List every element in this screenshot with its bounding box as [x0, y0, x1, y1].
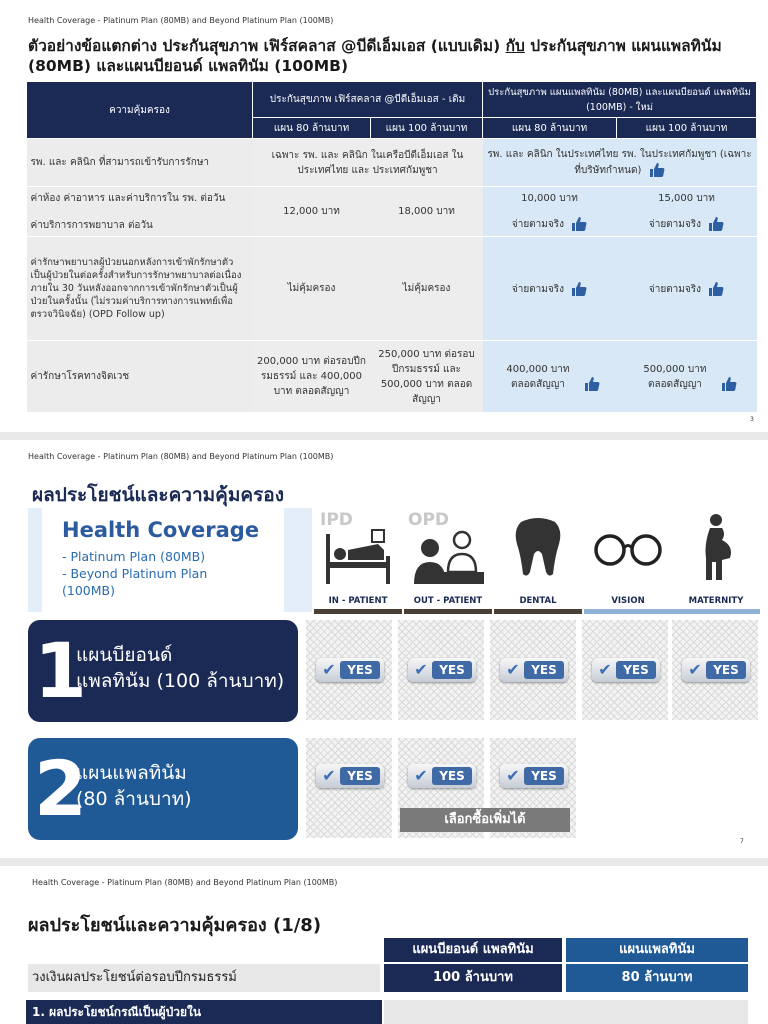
row-label-annual-limit: วงเงินผลประโยชน์ต่อรอบปีกรมธรรม์: [28, 964, 380, 992]
thumbs-up-icon: [708, 281, 724, 297]
col-header-beyond: แผนบียอนด์ แพลทินัม: [384, 938, 562, 962]
check-icon: ✔: [598, 660, 612, 679]
icon-label: MATERNITY: [688, 596, 744, 606]
thumbs-up-icon: [571, 216, 587, 232]
check-icon: ✔: [322, 766, 336, 785]
cell-new-100-room: 15,000 บาท จ่ายตามจริง: [617, 187, 757, 237]
tooth-icon: [513, 516, 563, 580]
icon-label: OUT - PATIENT: [413, 596, 483, 606]
coverage-dental: [494, 510, 582, 610]
title-part-2: ประกันสุขภาพ แผนแพลทินัม (80MB) และแผนบียอนด์ แพลทินัม (100MB): [28, 37, 722, 75]
sub-header-new-80: แผน 80 ล้านบาท: [483, 118, 617, 139]
coverage-maternity: [672, 510, 760, 610]
col-header-new: ประกันสุขภาพ แผนแพลทินัม (80MB) และแผนบียอนด์ แพลทินัม (100MB) - ใหม่: [483, 82, 757, 118]
page-title: [28, 36, 748, 76]
thumbs-up-icon: [571, 281, 587, 297]
yes-badge: ✔ YES: [682, 658, 750, 682]
coverage-outpatient: [404, 510, 492, 610]
slide-header: Health Coverage - Platinum Plan (80MB) and Beyond Platinum Plan (100MB): [28, 452, 334, 461]
plan-number: 1: [34, 626, 87, 715]
thumbs-up-icon: [708, 216, 724, 232]
yes-badge: ✔ YES: [316, 764, 384, 788]
check-icon: ✔: [506, 766, 520, 785]
check-icon: ✔: [322, 660, 336, 679]
plan-card-platinum: [28, 738, 298, 840]
plan-line-platinum: - Platinum Plan (80MB): [62, 549, 206, 564]
sub-header-new-100: แผน 100 ล้านบาท: [617, 118, 757, 139]
cell-plan1-dental: [490, 620, 576, 720]
cell-old-hospitals: เฉพาะ รพ. และ คลินิก ในเครือบีดีเอ็มเอส ในประเทศไทย และ ประเทศกัมพูชา: [253, 139, 483, 187]
cell-plan1-opd: [398, 620, 484, 720]
plan-name-line2: (80 ล้านบาท): [76, 788, 192, 810]
optional-purchase-label: เลือกซื้อเพิ่มได้: [400, 808, 570, 832]
plan-name-line1: แผนแพลทินัม: [76, 762, 187, 784]
yes-badge: ✔ YES: [592, 658, 660, 682]
yes-badge: ✔ YES: [316, 658, 384, 682]
value-platinum-limit: 80 ล้านบาท: [566, 964, 748, 992]
plan-name-line2: แพลทินัม (100 ล้านบาท): [76, 670, 285, 692]
slide-benefits: [0, 440, 768, 858]
opd-label: OPD: [408, 510, 450, 530]
cell-new-100-opd: จ่ายตามจริง: [617, 237, 757, 341]
page-title: ผลประโยชน์และความคุ้มครอง (1/8): [28, 915, 322, 936]
icon-label: VISION: [611, 596, 645, 606]
check-icon: ✔: [414, 660, 428, 679]
icon-label: DENTAL: [519, 596, 557, 606]
section-inpatient-header: 1. ผลประโยชน์กรณีเป็นผู้ป่วยใน: [26, 1000, 382, 1024]
cell-plan1-vision: [582, 620, 668, 720]
page-title: ผลประโยชน์และความคุ้มครอง: [32, 484, 284, 506]
thumbs-up-icon: [721, 376, 737, 392]
col-header-old: ประกันสุขภาพ เฟิร์สคลาส @บีดีเอ็มเอส - เดิม: [253, 82, 483, 118]
thumbs-up-icon: [584, 376, 600, 392]
cell-new-80-psych: 400,000 บาท ตลอดสัญญา: [483, 341, 617, 413]
yes-badge: ✔ YES: [408, 764, 476, 788]
row-label-psychiatric: ค่ารักษาโรคทางจิตเวช: [27, 341, 253, 413]
table-row: [27, 237, 757, 341]
eyeglasses-icon: [590, 528, 666, 568]
page-number: 7: [740, 838, 744, 845]
check-icon: ✔: [688, 660, 702, 679]
yes-badge: ✔ YES: [500, 764, 568, 788]
check-icon: ✔: [506, 660, 520, 679]
thumbs-up-icon: [649, 162, 665, 178]
cell-new-hospitals: รพ. และ คลินิก ในประเทศไทย รพ. ในประเทศกัมพูชา (เฉพาะที่บริษัทกำหนด): [483, 139, 757, 187]
row-label-opd-followup: ค่ารักษาพยาบาลผู้ป่วยนอกหลังการเข้าพักรักษาตัวเป็นผู้ป่วยในต่อครั้งสำหรับการรักษาพยาบาลต่อเนื่องภายใน 30 วันหลังออกจากการเข้าพักรักษาตัวเป็นผู้ป่วยในครั้งนั้น (ไม่รวมค่าบริการทางการแพทย์เพื่อตรวจวินิจฉัย) (OPD Follow up): [27, 237, 253, 341]
cell-new-80-room: 10,000 บาท จ่ายตามจริง: [483, 187, 617, 237]
cell-old-80-room: 12,000 บาท: [253, 187, 371, 237]
coverage-inpatient: [314, 510, 402, 610]
icon-label: IN - PATIENT: [328, 596, 388, 606]
cell-plan1-maternity: [672, 620, 758, 720]
value-beyond-limit: 100 ล้านบาท: [384, 964, 562, 992]
table-row: [27, 341, 757, 413]
slide-header: Health Coverage - Platinum Plan (80MB) and Beyond Platinum Plan (100MB): [32, 878, 338, 887]
row-label-hospitals: รพ. และ คลินิก ที่สามารถเข้ารับการรักษา: [27, 139, 253, 187]
slide-header: Health Coverage - Platinum Plan (80MB) and Beyond Platinum Plan (100MB): [28, 16, 334, 25]
health-coverage-title: Health Coverage: [62, 518, 260, 542]
slide-comparison: [0, 0, 768, 432]
slide-benefits-detail: [0, 866, 768, 1024]
cell-plan1-ipd: [306, 620, 392, 720]
table-row: [27, 139, 757, 187]
check-icon: ✔: [414, 766, 428, 785]
comparison-table: [26, 81, 757, 413]
plan-number: 2: [34, 744, 87, 833]
cell-new-100-psych: 500,000 บาท ตลอดสัญญา: [617, 341, 757, 413]
ipd-label: IPD: [320, 510, 353, 530]
yes-badge: ✔ YES: [500, 658, 568, 682]
cell-new-80-opd: จ่ายตามจริง: [483, 237, 617, 341]
pregnant-woman-icon: [696, 512, 736, 582]
cell-old-100-room: 18,000 บาท: [371, 187, 483, 237]
coverage-vision: [584, 510, 672, 610]
sub-header-old-100: แผน 100 ล้านบาท: [371, 118, 483, 139]
health-coverage-box: [28, 508, 312, 612]
hospital-bed-icon: [322, 526, 394, 590]
page-number: 3: [750, 416, 754, 423]
plan-name-line1: แผนบียอนด์: [76, 644, 173, 666]
yes-badge: ✔ YES: [408, 658, 476, 682]
plan-card-beyond-platinum: [28, 620, 298, 722]
plan-line-beyond: - Beyond Platinum Plan (100MB): [62, 566, 208, 598]
cell-old-100-opd: ไม่คุ้มครอง: [371, 237, 483, 341]
title-part-1: ตัวอย่างข้อแตกต่าง ประกันสุขภาพ เฟิร์สคลาส @บีดีเอ็มเอส (แบบเดิม): [28, 37, 501, 55]
title-connector: กับ: [505, 37, 525, 55]
table-row: [27, 187, 757, 237]
cell-old-80-opd: ไม่คุ้มครอง: [253, 237, 371, 341]
sub-header-old-80: แผน 80 ล้านบาท: [253, 118, 371, 139]
col-header-platinum: แผนแพลทินัม: [566, 938, 748, 962]
cell-old-100-psych: 250,000 บาท ต่อรอบปีกรมธรรม์ และ 500,000 บาท ตลอดสัญญา: [371, 341, 483, 413]
row-label-room: ค่าห้อง ค่าอาหาร และค่าบริการใน รพ. ต่อวัน ค่าบริการการพยาบาล ต่อวัน: [27, 187, 253, 237]
col-header-coverage: ความคุ้มครอง: [27, 82, 253, 139]
doctor-consultation-icon: [408, 526, 488, 590]
cell-plan2-ipd: [306, 738, 392, 838]
cell-old-80-psych: 200,000 บาท ต่อรอบปีกรมธรรม์ และ 400,000 บาท ตลอดสัญญา: [253, 341, 371, 413]
